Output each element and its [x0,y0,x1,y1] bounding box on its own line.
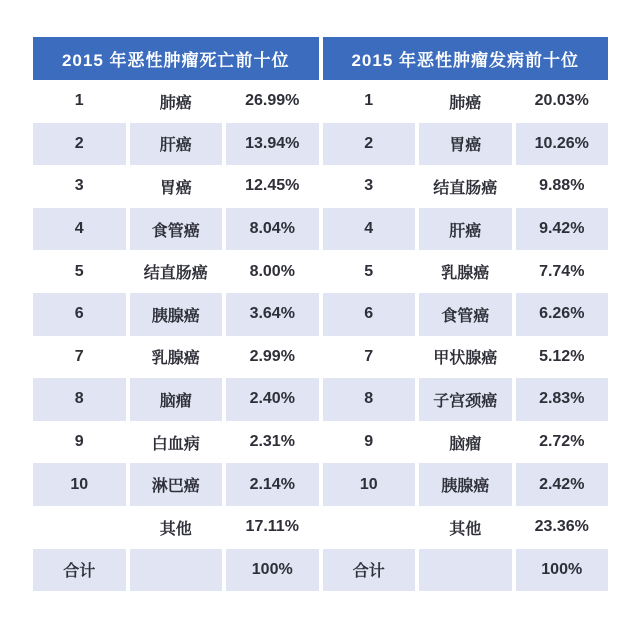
mortality-percent-cell: 8.04% [226,208,319,251]
incidence-percent-cell: 6.26% [516,293,609,336]
mortality-percent-cell: 13.94% [226,123,319,166]
incidence-rank-cell: 5 [364,262,374,280]
incidence-disease-cell: 胃癌 [419,123,512,166]
incidence-rank-cell: 10 [323,463,416,506]
incidence-rank-cell: 合计 [323,549,416,592]
incidence-disease-cell: 其他 [449,520,482,538]
incidence-rank-cell: 7 [364,347,374,365]
incidence-table-title: 2015 年恶性肿瘤发病前十位 [323,37,609,80]
incidence-percent-cell: 2.72% [539,433,585,451]
incidence-percent-cell: 2.42% [516,463,609,506]
incidence-percent-cell: 10.26% [516,123,609,166]
incidence-percent-cell: 2.83% [516,378,609,421]
mortality-percent-cell: 2.31% [249,433,295,451]
mortality-percent-cell: 2.14% [226,463,319,506]
incidence-disease-cell [419,549,512,592]
mortality-disease-cell: 食管癌 [130,208,223,251]
incidence-disease-cell: 子宫颈癌 [419,378,512,421]
incidence-percent-cell: 9.42% [516,208,609,251]
mortality-rank-cell: 9 [74,433,84,451]
incidence-disease-cell: 脑瘤 [449,435,482,453]
mortality-disease-cell: 淋巴癌 [130,463,223,506]
mortality-disease-cell [130,549,223,592]
mortality-disease-cell: 其他 [159,520,192,538]
mortality-disease-cell: 脑瘤 [130,378,223,421]
incidence-rank-cell: 1 [364,92,374,110]
mortality-percent-cell: 2.40% [226,378,319,421]
mortality-rank-cell: 4 [33,208,126,251]
incidence-percent-cell: 100% [516,549,609,592]
mortality-disease-cell: 肝癌 [130,123,223,166]
mortality-percent-cell: 12.45% [245,177,300,195]
mortality-percent-cell: 8.00% [249,262,295,280]
mortality-rank-cell: 7 [74,347,84,365]
mortality-table-title: 2015 年恶性肿瘤死亡前十位 [33,37,319,80]
incidence-percent-cell: 20.03% [534,92,589,110]
incidence-rank-cell: 2 [323,123,416,166]
mortality-rank-cell [33,506,126,549]
mortality-disease-cell: 肺癌 [159,94,192,112]
mortality-percent-cell: 17.11% [245,518,299,536]
incidence-disease-cell: 肝癌 [419,208,512,251]
incidence-percent-cell: 7.74% [539,262,585,280]
incidence-disease-cell: 结直肠癌 [433,179,498,197]
incidence-percent-cell: 5.12% [539,347,585,365]
incidence-percent-cell: 23.36% [534,518,589,536]
mortality-rank-cell: 1 [74,92,84,110]
mortality-percent-cell: 2.99% [249,347,295,365]
mortality-rank-cell: 2 [33,123,126,166]
mortality-rank-cell: 10 [33,463,126,506]
stats-grid [33,37,608,591]
incidence-disease-cell: 肺癌 [449,94,482,112]
mortality-rank-cell: 8 [33,378,126,421]
mortality-percent-cell: 3.64% [226,293,319,336]
incidence-rank-cell: 3 [364,177,374,195]
incidence-disease-cell: 食管癌 [419,293,512,336]
mortality-rank-cell: 3 [74,177,84,195]
incidence-rank-cell [323,506,416,549]
incidence-disease-cell: 乳腺癌 [441,265,490,283]
mortality-disease-cell: 白血病 [151,435,200,453]
mortality-disease-cell: 结直肠癌 [143,265,208,283]
mortality-rank-cell: 5 [74,262,84,280]
mortality-disease-cell: 胃癌 [159,179,192,197]
mortality-disease-cell: 乳腺癌 [151,350,200,368]
incidence-rank-cell: 8 [323,378,416,421]
incidence-rank-cell: 9 [364,433,374,451]
incidence-rank-cell: 4 [323,208,416,251]
incidence-disease-cell: 胰腺癌 [419,463,512,506]
incidence-percent-cell: 9.88% [539,177,585,195]
mortality-percent-cell: 26.99% [245,92,300,110]
mortality-rank-cell: 合计 [33,549,126,592]
mortality-percent-cell: 100% [226,549,319,592]
mortality-disease-cell: 胰腺癌 [130,293,223,336]
incidence-disease-cell: 甲状腺癌 [433,350,498,368]
mortality-rank-cell: 6 [33,293,126,336]
incidence-rank-cell: 6 [323,293,416,336]
